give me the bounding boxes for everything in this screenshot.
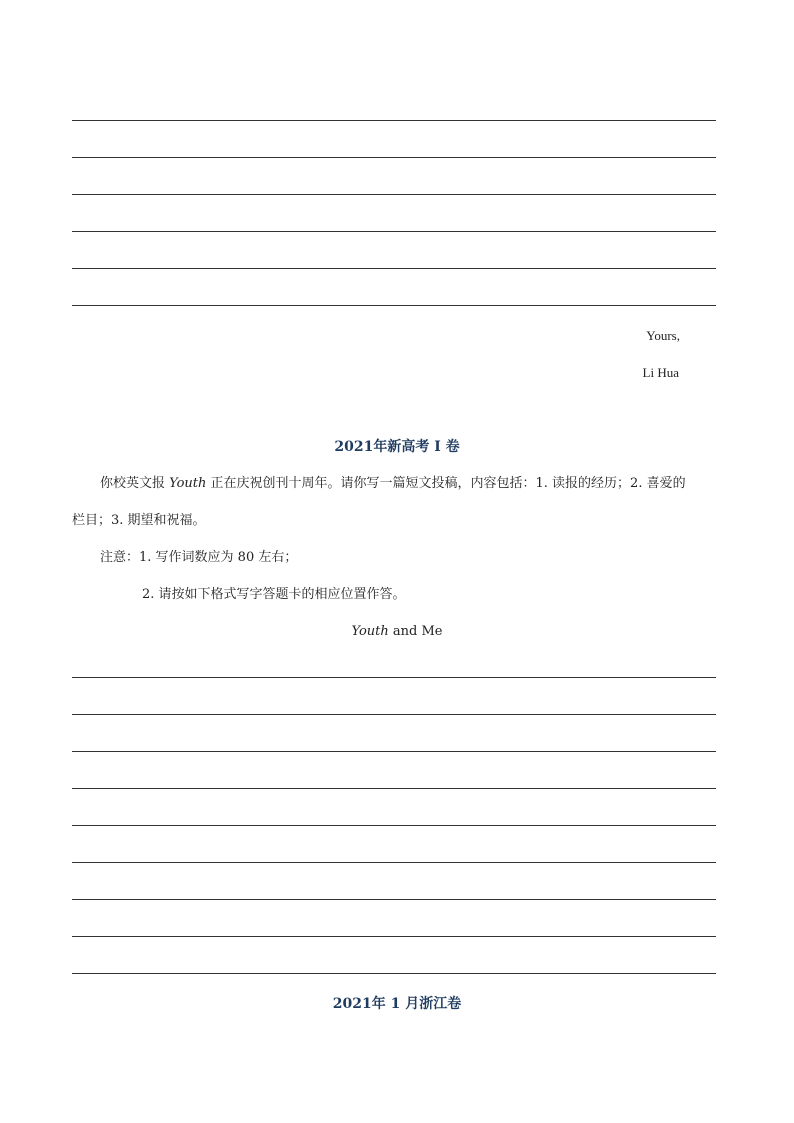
answer-line xyxy=(72,268,716,269)
answer-line xyxy=(72,714,716,715)
answer-line xyxy=(72,825,716,826)
essay-title-text: and Me xyxy=(388,624,443,639)
section-heading: 2021年 1 月浙江卷 xyxy=(332,996,462,1012)
closing-yours: Yours, xyxy=(646,328,680,343)
essay-title xyxy=(0,623,794,641)
closing-name: Li Hua xyxy=(642,365,679,380)
answer-line xyxy=(72,751,716,752)
answer-line xyxy=(72,788,716,789)
answer-line xyxy=(72,973,716,974)
answer-line xyxy=(72,862,716,863)
essay-title-italic: Youth xyxy=(351,624,389,639)
note-1: 注意：1. 写作词数应为 80 左右； xyxy=(100,550,298,565)
answer-line xyxy=(72,305,716,306)
note-2: 2. 请按如下格式写字答题卡的相应位置作答。 xyxy=(142,587,406,602)
answer-line xyxy=(72,899,716,900)
section-heading: 2021年新高考 I 卷 xyxy=(334,439,460,455)
prompt-italic: Youth xyxy=(169,476,207,491)
answer-line xyxy=(72,936,716,937)
answer-line xyxy=(72,120,716,121)
prompt-line-1 xyxy=(100,475,686,493)
answer-line xyxy=(72,677,716,678)
answer-line xyxy=(72,157,716,158)
prompt-text: 你校英文报 xyxy=(100,476,170,491)
answer-line xyxy=(72,231,716,232)
prompt-text: 正在庆祝创刊十周年。请你写一篇短文投稿，内容包括：1. 读报的经历；2. 喜爱的 xyxy=(206,476,686,491)
prompt-line-2: 栏目；3. 期望和祝福。 xyxy=(72,513,206,528)
answer-line xyxy=(72,194,716,195)
